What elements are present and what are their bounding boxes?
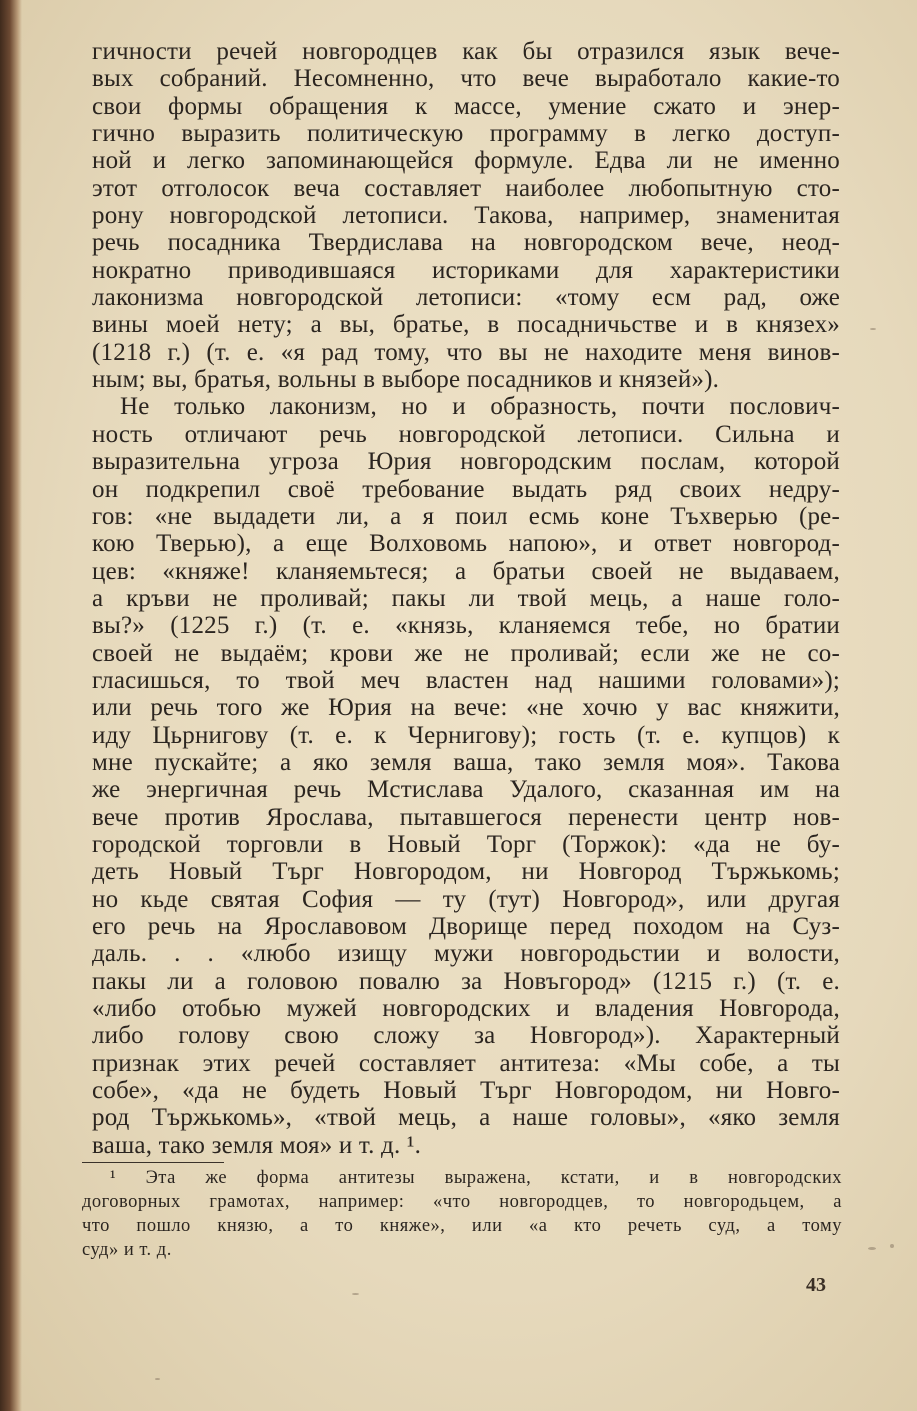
body-line: же энергичная речь Мстислава Удалого, сказанная им на	[92, 776, 840, 804]
body-line: вы?» (1225 г.) (т. е. «князь, кланяемся тебе, но братии	[92, 612, 840, 640]
body-line: собе», «да не будеть Новый Търг Новгородом, ни Новго-	[92, 1077, 840, 1105]
body-line: гично выразить политическую программу в легко доступ-	[92, 120, 840, 148]
paper-speck	[352, 1293, 359, 1295]
body-line: гласишься, то твой меч властен над нашими головами»);	[92, 666, 840, 694]
footnote-line: ¹ Эта же форма антитезы выражена, кстати, и в новгородских	[110, 1168, 842, 1188]
body-line: мне пускайте; а яко земля ваша, тако земля моя». Такова	[92, 748, 840, 776]
paper-speck	[155, 1378, 160, 1380]
body-line: он подкрепил своё требование выдать ряд своих недру-	[92, 475, 840, 503]
body-line: лаконизма новгородской летописи: «тому есм рад, оже	[92, 284, 840, 312]
body-line: а кръви не проливай; пакы ли твой мець, а наше голо-	[92, 584, 840, 612]
body-line: «либо отобью мужей новгородских и владения Новгорода,	[92, 995, 840, 1023]
body-line: выразительна угроза Юрия новгородским послам, которой	[92, 448, 840, 476]
footnote-separator	[82, 1162, 224, 1163]
body-line: кою Тверью), а еще Волховомь напою», и ответ новгород-	[92, 530, 840, 558]
body-line: но кьде святая София — ту (тут) Новгород», или другая	[92, 885, 840, 913]
body-line: вых собраний. Несомненно, что вече выработало какие-то	[92, 65, 840, 93]
body-line: городской торговли в Новый Торг (Торжок): «да не бу-	[92, 830, 840, 858]
body-line: ность отличают речь новгородской летописи. Сильна и	[92, 420, 840, 448]
paragraph-start-line: Не только лаконизм, но и образность, почти послович-	[120, 393, 840, 421]
body-line: иду Цьрнигову (т. е. к Чернигову); гость (т. е. купцов) к	[92, 721, 840, 749]
body-line: ваша, тако земля моя» и т. д. ¹.	[92, 1131, 422, 1159]
body-line: этот отголосок веча составляет наиболее любопытную сто-	[92, 174, 840, 202]
footnote-line: что пошло князю, а то княже», или «а кто речеть суд, а тому	[82, 1216, 842, 1236]
body-line: цев: «княже! кланяемьтеся; а братьи своей не выдаваем,	[92, 557, 840, 585]
footnote-line: договорных грамотах, например: «что новгородцев, то новгородьцем, а	[82, 1192, 842, 1212]
body-line: рону новгородской летописи. Такова, например, знаменитая	[92, 202, 840, 230]
book-binding-edge	[0, 0, 22, 1411]
body-line: гичности речей новгородцев как бы отразился язык вече-	[92, 38, 840, 65]
body-line: ным; вы, братья, вольны в выборе посадников и князей»).	[92, 366, 720, 394]
body-line: своей не выдаём; крови же не проливай; если же не со-	[92, 639, 840, 667]
body-line: речь посадника Твердислава на новгородском вече, неод-	[92, 229, 840, 257]
body-line: вече против Ярослава, пытавшегося перенести центр нов-	[92, 803, 840, 831]
body-line: либо голову свою сложу за Новгород»). Характерный	[92, 1022, 840, 1050]
body-text	[92, 38, 840, 1159]
footnote-line: суд» и т. д.	[82, 1240, 172, 1260]
body-line: или речь того же Юрия на вече: «не хочю у вас княжити,	[92, 694, 840, 722]
footnote	[82, 1166, 842, 1262]
body-line: ной и легко запоминающейся формуле. Едва ли не именно	[92, 147, 840, 175]
body-line: деть Новый Търг Новгородом, ни Новгород Тържькомь;	[92, 858, 840, 886]
body-line: род Тържькомь», «твой мець, а наше головы», «яко земля	[92, 1104, 840, 1132]
body-line: признак этих речей составляет антитеза: «Мы собе, а ты	[92, 1049, 840, 1077]
body-line: гов: «не выдадети ли, а я поил есмь коне Тъхверью (ре-	[92, 502, 840, 530]
body-line: (1218 г.) (т. е. «я рад тому, что вы не находите меня винов-	[92, 338, 840, 366]
body-line: вины моей нету; а вы, братье, в посадничьстве и в князех»	[92, 311, 840, 339]
body-line: его речь на Ярославовом Дворище перед походом на Суз-	[92, 913, 840, 940]
body-line: свои формы обращения к массе, умение сжато и энер-	[92, 92, 840, 120]
body-line: нократно приводившаяся историками для характеристики	[92, 256, 840, 284]
paper-speck	[890, 1244, 894, 1248]
paper-speck	[868, 1247, 876, 1250]
page-number: 43	[806, 1274, 826, 1296]
paper-speck	[870, 328, 876, 330]
body-line: пакы ли а головою повалю за Новъгород» (1215 г.) (т. е.	[92, 967, 840, 995]
body-line: даль. . . «любо изищу мужи новгородьстии и волости,	[92, 940, 840, 968]
